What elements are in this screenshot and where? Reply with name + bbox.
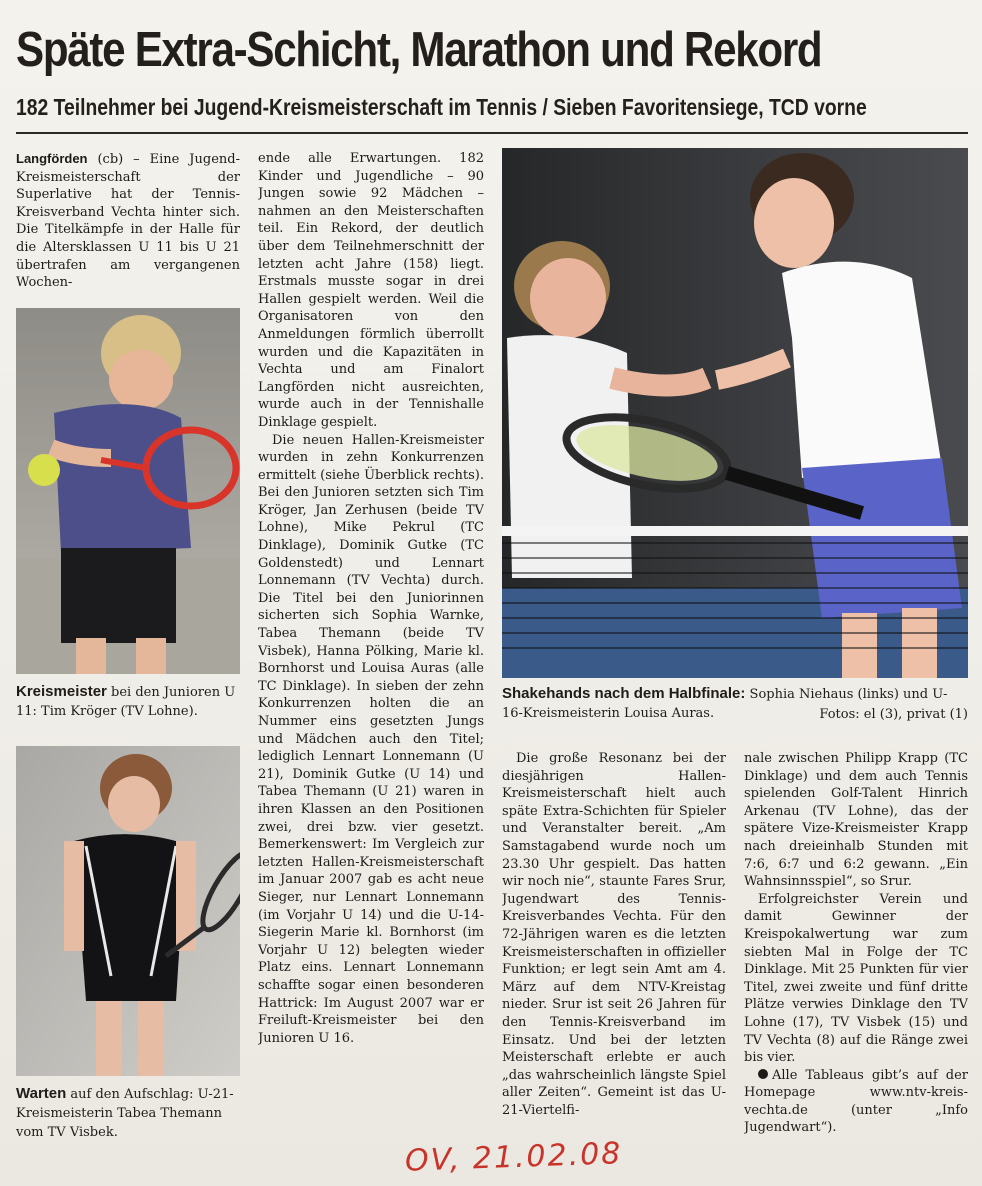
- caption-2-label: Warten: [16, 1085, 67, 1102]
- dateline: Langförden: [16, 151, 88, 166]
- column-4-paragraph-3: Alle Tableaus gibt’s auf der Homepage www.ntv-kreis-vechta.de (unter „Info Jugendwart“).: [744, 1067, 968, 1136]
- photo-girl-waiting: [16, 746, 240, 1076]
- column-4-paragraph-1: nale zwischen Philipp Krapp (TC Dinklage) und dem auch Tennis spielenden Golf-Talent Hinrich Arkenau (TV Lohne), das der spätere Vize-Kreismeister Krapp nach dreieinhalb Stunden mit 7:6, 6:7 und 6:2 gewann. „Ein Wahnsinnsspiel“, so Srur.: [744, 751, 968, 890]
- caption-1-text: bei den Junioren U 11: Tim Kröger (TV Lohne).: [16, 685, 236, 719]
- bullet-icon: [758, 1069, 768, 1079]
- column-2-paragraph-2: Die neuen Hallen-Kreismeister wurden in zehn Konkurrenzen ermittelt (siehe Überblick rechts). Bei den Junioren setzten sich Tim Kröger, Jan Zerhusen (beide TV Lohne), Mike Pekrul (TC Dinklage), Dominik Gutke (TC Goldenstedt) und Lennart Lonnemann (TV Vechta) durch. Die Titel bei den Juniorinnen sicherten sich Sophia Warnke, Tabea Themann (beide TV Visbek), Hanna Pölking, Marie kl. Bornhorst und Louisa Auras (alle TC Dinklage). In sieben der zehn Konkurrenzen holten die an Nummer eins gesetzten Jungs und Mädchen auch den Titel; lediglich Lennart Lonnemann (U 21), Dominik Gutke (U 14) und Tabea Themann (U 21) waren in ihren Klassen an den Positionen zwei, drei bzw. vier gesetzt. Bemerkenswert: Im Vergleich zur letzten Hallen-Kreismeisterschaft im Januar 2007 gab es acht neue Sieger, nur Lennart Lonnemann (im Vorjahr U 14) und die U-14-Siegerin Marie kl. Bornhorst (im Vorjahr U 12) belegten wieder Platz eins. Lennart Lonnemann schaffte sogar einen besonderen Hattrick: Im August 2007 war er Freiluft-Kreismeister bei den Junioren U 16.: [258, 432, 484, 1046]
- photo-credit: Fotos: el (3), privat (1): [819, 707, 968, 722]
- column-3: [502, 750, 726, 1150]
- photo-boy-forehand: [16, 308, 240, 674]
- column-1-intro: [16, 150, 240, 290]
- column-4-paragraph-2: Erfolgreichster Verein und damit Gewinner der Kreispokalwertung war zum siebten Mal in Folge der TC Dinklage. Mit 25 Punkten für vier Titel, zwei zweite und fünf dritte Plätze verwies Dinklage den TV Lohne (17), TV Visbek (15) und TV Vechta (8) auf die Ränge zwei bis vier.: [744, 891, 968, 1066]
- caption-3-text: Sophia Niehaus (links) und U-16-Kreismeisterin Louisa Auras.: [502, 687, 948, 721]
- caption-photo-1: [16, 682, 242, 721]
- handwritten-date-note: OV, 21.02.08: [404, 1136, 623, 1179]
- column-4: [744, 750, 968, 1150]
- column-2: [258, 150, 484, 1150]
- column-2-paragraph-1: ende alle Erwartungen. 182 Kinder und Jugendliche – 90 Jungen sowie 92 Mädchen – nahmen an den Meisterschaften teil. Ein Rekord, der deutlich über dem Teilnehmerschnitt der letzten acht Jahre (158) liegt. Erstmals musste sogar in drei Hallen gespielt werden. Weil die Organisatoren von den Anmeldungen förmlich überrollt wurden und die Kapazitäten in Vechta und am Finalort Langförden nicht ausreichten, wurde auch in der Tennishalle Dinklage gespielt.: [258, 151, 484, 430]
- caption-3-label: Shakehands nach dem Halbfinale:: [502, 685, 746, 702]
- caption-2-text: auf den Aufschlag: U-21-Kreismeisterin Tabea Themann vom TV Visbek.: [16, 1087, 234, 1140]
- headline: Späte Extra-Schicht, Marathon und Rekord: [16, 23, 822, 77]
- photo-handshake: [502, 148, 968, 678]
- headline-rule: [16, 132, 968, 134]
- intro-text: (cb) – Eine Jugend-Kreismeisterschaft der Superlative hat der Tennis-Kreisverband Vechta hinter sich. Die Titelkämpfe in der Halle für die Altersklassen U 11 bis U 21 übertrafen am vergangenen Wochen-: [16, 152, 240, 290]
- caption-photo-2: [16, 1084, 242, 1142]
- column-3-paragraph-1: Die große Resonanz bei der diesjährigen Hallen-Kreismeisterschaft hielt auch späte Extra-Schichten für Spieler und Veranstalter bereit. „Am Samstagabend wurde noch um 23.30 Uhr gespielt. Das hatten wir noch nie“, staunte Fares Srur, Jugendwart des Tennis-Kreisverbandes Vechta. Für den 72-Jährigen waren es die letzten Kreismeisterschaften in offizieller Funktion; er legt sein Amt am 4. März auf dem NTV-Kreistag nieder. Srur ist seit 26 Jahren für den Tennis-Kreisverband im Einsatz. Und bei der letzten Meisterschaft erlebte er auch „das wahrscheinlich längste Spiel aller Zeiten“. Gemeint ist das U-21-Viertelfi-: [502, 751, 726, 1118]
- subheadline: 182 Teilnehmer bei Jugend-Kreismeisterschaft im Tennis / Sieben Favoritensiege, TCD vorne: [16, 94, 867, 120]
- caption-1-label: Kreismeister: [16, 683, 107, 700]
